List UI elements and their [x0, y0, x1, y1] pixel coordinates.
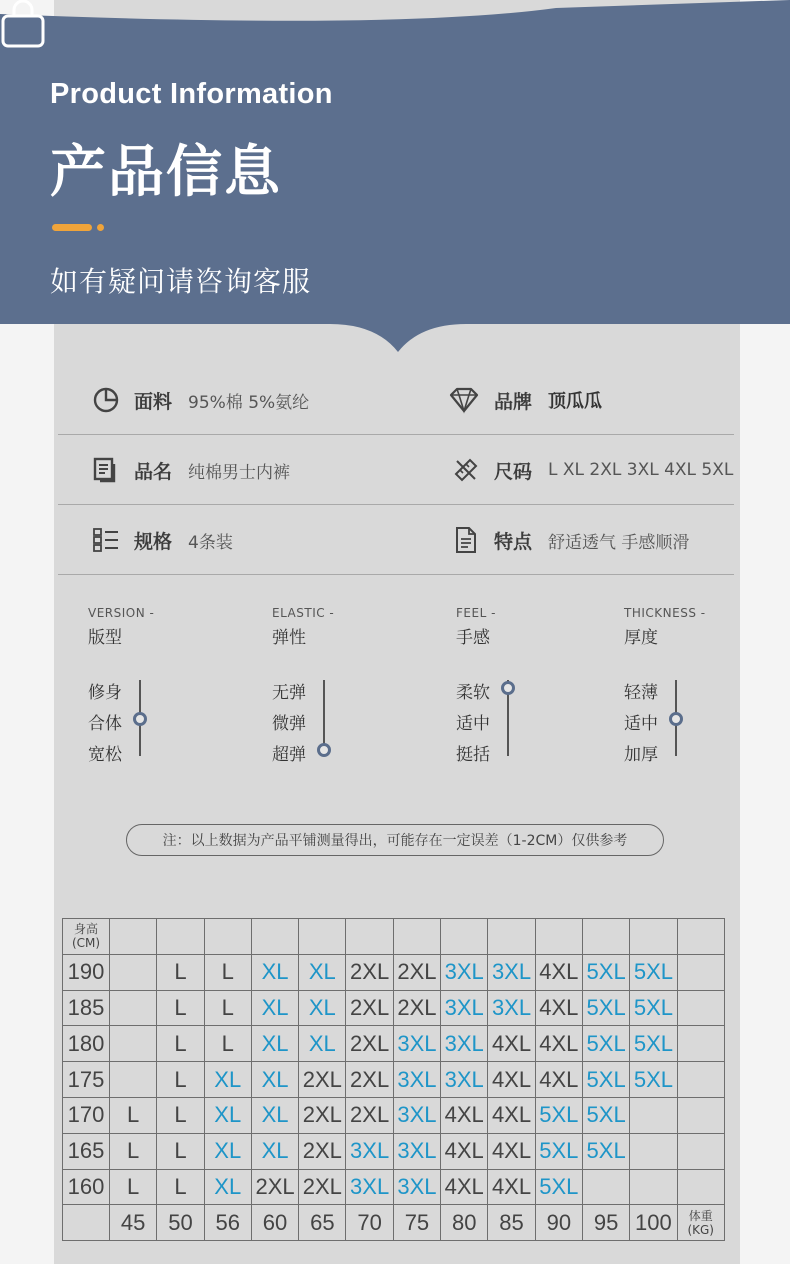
- attr-en: FEEL -: [456, 606, 496, 620]
- size-cell: 3XL: [346, 1133, 393, 1169]
- size-cell: 5XL: [535, 1133, 582, 1169]
- size-cell: 2XL: [346, 1062, 393, 1098]
- size-cell: L: [157, 1097, 204, 1133]
- size-cell: 5XL: [582, 1133, 629, 1169]
- size-cell: 4XL: [535, 1062, 582, 1098]
- weight-cell: 70: [346, 1205, 393, 1241]
- size-cell: 2XL: [346, 954, 393, 990]
- table-cell: [157, 919, 204, 955]
- size-cell: XL: [204, 1097, 251, 1133]
- scale-knob: [317, 743, 331, 757]
- size-cell: [677, 990, 724, 1026]
- spec-value: 4条装: [188, 532, 233, 553]
- measurement-note: 注：以上数据为产品平铺测量得出，可能存在一定误差（1-2CM）仅供参考: [126, 824, 664, 856]
- spec-product-name: [92, 435, 290, 505]
- spec-label: 品牌: [494, 390, 533, 413]
- size-cell: XL: [299, 954, 346, 990]
- size-cell: [630, 1169, 677, 1205]
- size-cell: 5XL: [630, 954, 677, 990]
- size-cell: 5XL: [630, 1062, 677, 1098]
- size-cell: XL: [299, 990, 346, 1026]
- size-cell: 2XL: [346, 990, 393, 1026]
- attr-cn: 弹性: [272, 628, 306, 648]
- spec-package: [92, 505, 233, 575]
- scale-knob: [669, 712, 683, 726]
- size-cell: [677, 954, 724, 990]
- size-cell: L: [204, 954, 251, 990]
- table-cell: [677, 919, 724, 955]
- size-cell: 3XL: [488, 954, 535, 990]
- scale-option: 柔软: [456, 683, 490, 703]
- scale-option: 适中: [456, 714, 490, 734]
- weight-cell: 100: [630, 1205, 677, 1241]
- document-icon: [452, 526, 480, 554]
- spec-value: 95%棉 5%氨纶: [188, 392, 310, 413]
- weight-cell: 80: [441, 1205, 488, 1241]
- height-header-text: (CM): [71, 936, 101, 951]
- weight-cell: 90: [535, 1205, 582, 1241]
- table-cell: [488, 919, 535, 955]
- spec-row: [58, 505, 734, 575]
- height-header-cell: [63, 919, 110, 955]
- table-cell: [251, 919, 298, 955]
- size-cell: XL: [251, 1133, 298, 1169]
- weight-header-cell: [677, 1205, 724, 1241]
- size-cell: XL: [251, 990, 298, 1026]
- weight-header-text: (KG): [687, 1222, 714, 1237]
- spec-label: 尺码: [494, 460, 533, 483]
- weight-cell: 85: [488, 1205, 535, 1241]
- size-cell: 3XL: [441, 990, 488, 1026]
- spec-row: [58, 365, 734, 435]
- ruler-pencil-icon: [452, 456, 480, 484]
- size-cell: 3XL: [488, 990, 535, 1026]
- size-cell: L: [110, 1169, 157, 1205]
- spec-label: 面料: [134, 390, 173, 413]
- size-cell: [110, 990, 157, 1026]
- size-cell: 2XL: [393, 954, 440, 990]
- header-eyebrow: Product Information: [50, 78, 333, 110]
- weight-cell: 56: [204, 1205, 251, 1241]
- scale-knob: [133, 712, 147, 726]
- attr-en: VERSION -: [88, 606, 155, 620]
- size-cell: 3XL: [393, 1169, 440, 1205]
- size-cell: 5XL: [582, 1062, 629, 1098]
- checklist-icon: [92, 526, 120, 554]
- size-cell: 3XL: [346, 1169, 393, 1205]
- attr-version-heading: [88, 606, 238, 648]
- spec-label: 品名: [134, 460, 173, 483]
- spec-size: [452, 435, 733, 505]
- size-cell: 4XL: [488, 1026, 535, 1062]
- table-row: [63, 1062, 725, 1098]
- size-cell: L: [157, 954, 204, 990]
- table-cell: [346, 919, 393, 955]
- header-subtitle: 如有疑问请咨询客服: [50, 265, 312, 298]
- size-cell: L: [157, 990, 204, 1026]
- size-cell: 2XL: [251, 1169, 298, 1205]
- spec-fabric: [92, 365, 309, 435]
- size-cell: L: [110, 1097, 157, 1133]
- attr-cn: 手感: [456, 628, 490, 648]
- size-cell: [677, 1097, 724, 1133]
- weight-cell: 45: [110, 1205, 157, 1241]
- table-row: [63, 1026, 725, 1062]
- size-cell: 5XL: [630, 1026, 677, 1062]
- size-cell: L: [204, 1026, 251, 1062]
- size-cell: 4XL: [488, 1097, 535, 1133]
- height-cell: 185: [63, 990, 110, 1026]
- scale-version: [88, 678, 208, 768]
- size-cell: [110, 1026, 157, 1062]
- size-cell: 4XL: [535, 990, 582, 1026]
- table-row: [63, 954, 725, 990]
- size-cell: [110, 954, 157, 990]
- weight-cell: 95: [582, 1205, 629, 1241]
- header-band: [0, 0, 790, 360]
- table-row: [63, 1097, 725, 1133]
- size-cell: L: [204, 990, 251, 1026]
- size-cell: XL: [204, 1062, 251, 1098]
- table-header-row: [63, 919, 725, 955]
- scale-option: 加厚: [624, 745, 658, 765]
- size-cell: 2XL: [346, 1026, 393, 1062]
- height-header-text: 身高: [73, 922, 98, 937]
- size-cell: 2XL: [346, 1097, 393, 1133]
- size-cell: 3XL: [393, 1026, 440, 1062]
- height-cell: 190: [63, 954, 110, 990]
- size-table: [62, 918, 725, 1241]
- weight-cell: 65: [299, 1205, 346, 1241]
- size-cell: 2XL: [299, 1062, 346, 1098]
- scale-option: 挺括: [456, 745, 490, 765]
- weight-row: [63, 1205, 725, 1241]
- size-cell: 5XL: [582, 1097, 629, 1133]
- table-row: [63, 1169, 725, 1205]
- size-cell: 3XL: [393, 1097, 440, 1133]
- scale-knob: [501, 681, 515, 695]
- size-cell: 5XL: [535, 1169, 582, 1205]
- size-cell: 3XL: [441, 954, 488, 990]
- pie-chart-icon: [92, 386, 120, 414]
- attr-en: THICKNESS -: [624, 606, 706, 620]
- size-cell: L: [157, 1169, 204, 1205]
- spec-value: 顶瓜瓜: [548, 391, 603, 412]
- size-cell: 5XL: [582, 1026, 629, 1062]
- spec-label: 特点: [494, 530, 533, 553]
- table-cell: [630, 919, 677, 955]
- size-cell: XL: [251, 954, 298, 990]
- size-cell: [677, 1169, 724, 1205]
- size-cell: 4XL: [488, 1169, 535, 1205]
- size-cell: 4XL: [441, 1169, 488, 1205]
- spec-features: [452, 505, 689, 575]
- size-cell: [677, 1062, 724, 1098]
- accent-bar: [52, 224, 92, 231]
- size-cell: XL: [299, 1026, 346, 1062]
- size-cell: 4XL: [441, 1097, 488, 1133]
- table-cell: [63, 1205, 110, 1241]
- size-cell: L: [157, 1133, 204, 1169]
- size-cell: 4XL: [535, 954, 582, 990]
- size-cell: [630, 1097, 677, 1133]
- page-title: 产品信息: [50, 140, 282, 205]
- attr-feel-heading: [456, 606, 606, 648]
- attr-en: ELASTIC -: [272, 606, 335, 620]
- scale-option: 适中: [624, 714, 658, 734]
- scale-elastic: [272, 678, 392, 768]
- height-cell: 175: [63, 1062, 110, 1098]
- attr-cn: 厚度: [624, 628, 658, 648]
- weight-cell: 75: [393, 1205, 440, 1241]
- table-cell: [393, 919, 440, 955]
- size-cell: L: [157, 1062, 204, 1098]
- weight-header-text: 体重: [688, 1208, 713, 1223]
- size-cell: 3XL: [441, 1062, 488, 1098]
- spec-brand: [448, 365, 602, 435]
- table-cell: [582, 919, 629, 955]
- height-cell: 160: [63, 1169, 110, 1205]
- size-cell: 5XL: [535, 1097, 582, 1133]
- size-cell: 2XL: [299, 1169, 346, 1205]
- height-cell: 180: [63, 1026, 110, 1062]
- size-cell: [677, 1026, 724, 1062]
- size-cell: XL: [251, 1097, 298, 1133]
- document-list-icon: [92, 456, 120, 484]
- attr-cn: 版型: [88, 628, 122, 648]
- spec-label: 规格: [134, 530, 173, 553]
- size-cell: XL: [251, 1026, 298, 1062]
- spec-value: 纯棉男士内裤: [188, 462, 291, 483]
- table-cell: [204, 919, 251, 955]
- scale-option: 宽松: [88, 745, 122, 765]
- scale-thickness: [624, 678, 744, 768]
- height-cell: 170: [63, 1097, 110, 1133]
- table-cell: [535, 919, 582, 955]
- table-cell: [299, 919, 346, 955]
- scale-option: 超弹: [272, 745, 306, 765]
- scale-option: 无弹: [272, 683, 306, 703]
- table-cell: [441, 919, 488, 955]
- size-cell: 5XL: [582, 990, 629, 1026]
- size-cell: 5XL: [630, 990, 677, 1026]
- scale-option: 轻薄: [624, 683, 658, 703]
- scale-option: 合体: [88, 714, 122, 734]
- size-cell: 4XL: [488, 1133, 535, 1169]
- size-cell: [630, 1133, 677, 1169]
- table-row: [63, 990, 725, 1026]
- height-cell: 165: [63, 1133, 110, 1169]
- scale-option: 修身: [88, 683, 122, 703]
- size-cell: 2XL: [299, 1133, 346, 1169]
- size-cell: 2XL: [393, 990, 440, 1026]
- attr-elastic-heading: [272, 606, 422, 648]
- size-cell: 4XL: [441, 1133, 488, 1169]
- size-cell: 2XL: [299, 1097, 346, 1133]
- spec-value: L XL 2XL 3XL 4XL 5XL: [548, 460, 734, 480]
- size-cell: [582, 1169, 629, 1205]
- size-cell: [677, 1133, 724, 1169]
- scale-feel: [456, 678, 576, 768]
- size-cell: 5XL: [582, 954, 629, 990]
- size-cell: 3XL: [393, 1062, 440, 1098]
- weight-cell: 50: [157, 1205, 204, 1241]
- accent-dot: [97, 224, 104, 231]
- size-cell: XL: [204, 1133, 251, 1169]
- diamond-icon: [448, 386, 480, 414]
- size-cell: L: [157, 1026, 204, 1062]
- shopping-bag-icon: [0, 0, 46, 50]
- size-cell: L: [110, 1133, 157, 1169]
- attr-thickness-heading: [624, 606, 774, 648]
- size-cell: 4XL: [488, 1062, 535, 1098]
- scale-option: 微弹: [272, 714, 306, 734]
- size-cell: 4XL: [535, 1026, 582, 1062]
- table-row: [63, 1133, 725, 1169]
- spec-row: [58, 435, 734, 505]
- size-cell: XL: [204, 1169, 251, 1205]
- spec-value: 舒适透气 手感顺滑: [548, 532, 690, 553]
- weight-cell: 60: [251, 1205, 298, 1241]
- size-cell: 3XL: [393, 1133, 440, 1169]
- size-cell: XL: [251, 1062, 298, 1098]
- size-cell: 3XL: [441, 1026, 488, 1062]
- table-cell: [110, 919, 157, 955]
- size-cell: [110, 1062, 157, 1098]
